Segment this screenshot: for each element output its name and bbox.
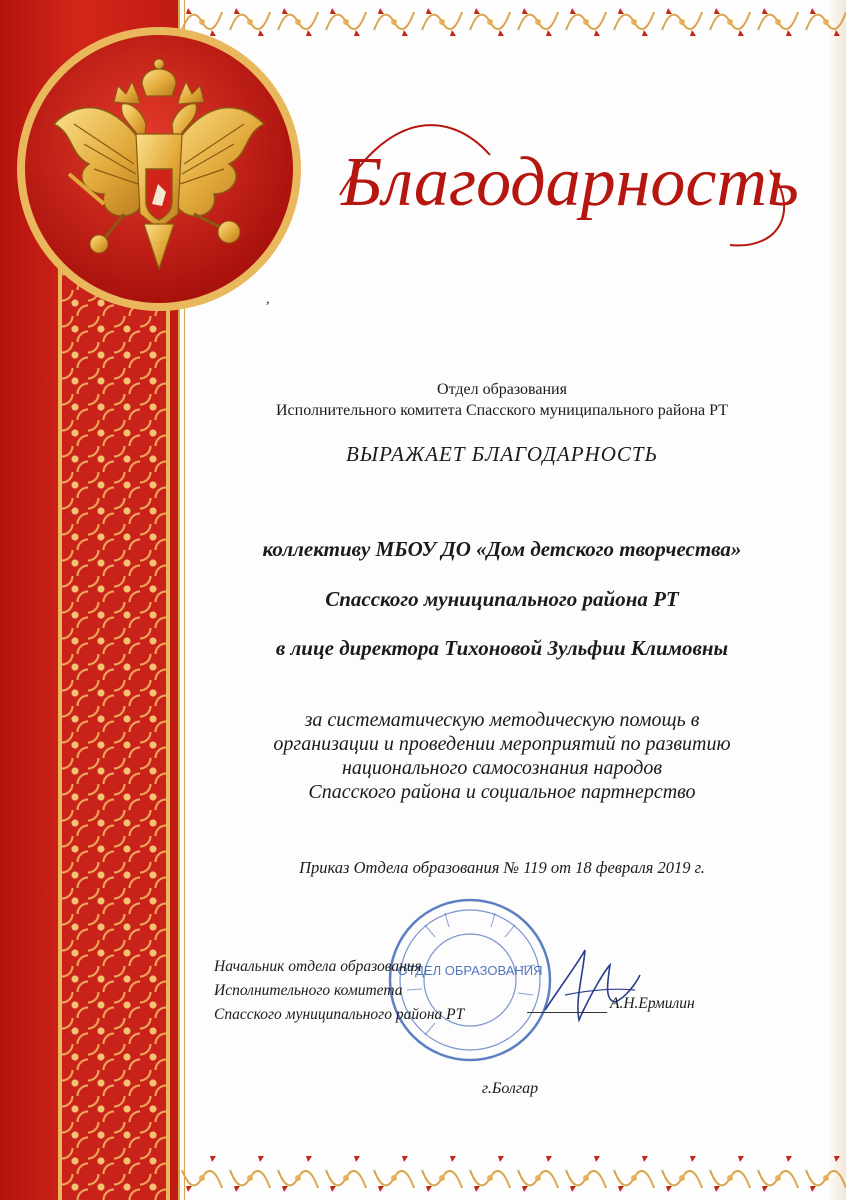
certificate-title bbox=[330, 100, 810, 260]
title-text: Благодарность bbox=[341, 144, 799, 221]
ornament-border-right bbox=[166, 160, 170, 1200]
signature-underline bbox=[527, 1012, 607, 1013]
stamp-text: ОТДЕЛ ОБРАЗОВАНИЯ bbox=[397, 963, 543, 978]
reason-line: организации и проведении мероприятий по развитию bbox=[273, 733, 731, 755]
handwritten-signature bbox=[535, 940, 645, 1030]
recipient-line-1: коллективу МБОУ ДО «Дом детского творчества» bbox=[262, 537, 742, 561]
order-reference: Приказ Отдела образования № 119 от 18 февраля 2019 г. bbox=[299, 858, 705, 877]
bottom-ornament-border bbox=[178, 1152, 846, 1200]
recipient-line-3: в лице директора Тихоновой Зульфии Климовны bbox=[275, 636, 729, 660]
issuing-department bbox=[178, 379, 826, 421]
signatory-line: Спасского муниципального района РТ bbox=[214, 1006, 465, 1023]
signatory-line: Исполнительного комитета bbox=[214, 982, 403, 999]
stray-mark: , bbox=[266, 292, 270, 307]
expresses-gratitude-heading: ВЫРАЖАЕТ БЛАГОДАРНОСТЬ bbox=[346, 442, 658, 466]
signatory-line: Начальник отдела образования bbox=[214, 958, 422, 975]
gold-ornament-pattern bbox=[62, 160, 166, 1200]
signatory-title bbox=[214, 955, 544, 1027]
department-line-1: Отдел образования bbox=[437, 381, 567, 398]
reason-text bbox=[178, 708, 826, 804]
place-of-issue: г.Болгар bbox=[481, 1080, 539, 1097]
coat-of-arms-emblem bbox=[14, 24, 304, 314]
recipient-line-2: Спасского муниципального района РТ bbox=[325, 587, 679, 611]
ornament-border-left bbox=[58, 160, 62, 1200]
signatory-name: А.Н.Ермилин bbox=[610, 995, 695, 1012]
department-line-2: Исполнительного комитета Спасского муниципального района РТ bbox=[276, 402, 728, 419]
reason-line: Спасского района и социальное партнерство bbox=[308, 781, 696, 803]
reason-line: за систематическую методическую помощь в bbox=[304, 709, 700, 731]
page-right-edge bbox=[826, 0, 846, 1200]
reason-line: национального самосознания народов bbox=[341, 757, 663, 779]
